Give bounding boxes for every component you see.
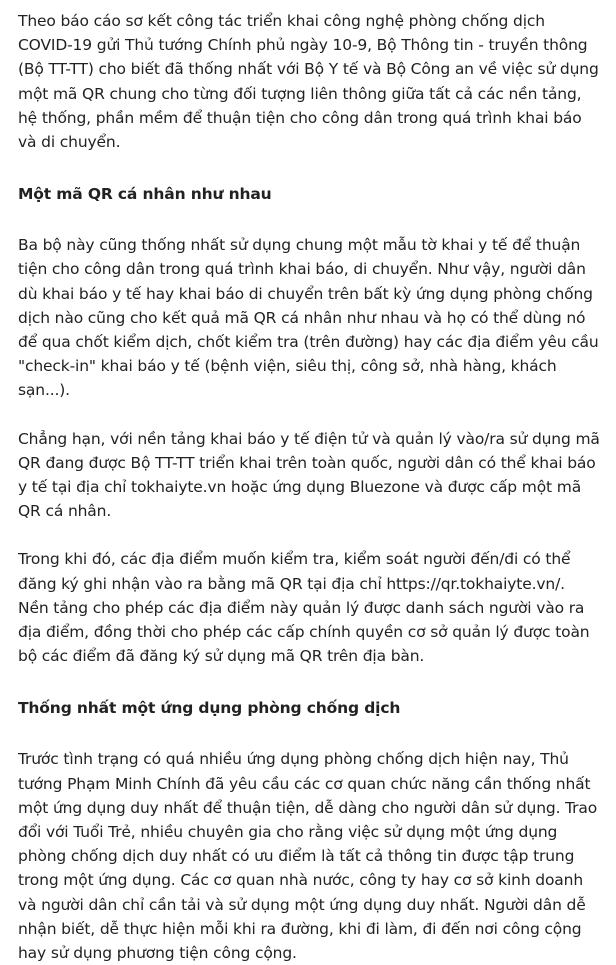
section-heading: Một mã QR cá nhân như nhau — [18, 185, 272, 204]
article-paragraph: Trong khi đó, các địa điểm muốn kiểm tra, kiểm soát người đến/đi có thể đăng ký ghi nhận vào ra bằng mã QR tại địa chỉ https://qr.tokhaiyte.vn/. Nền tảng cho phép các địa điểm này quản lý được danh sách người vào ra địa điểm, đồng thời cho phép các cấp chính quyền cơ sở quản lý được toàn bộ các điểm đã đăng ký sử dụng mã QR trên địa bàn. — [18, 550, 590, 666]
article-paragraph: Theo báo cáo sơ kết công tác triển khai công nghệ phòng chống dịch COVID-19 gửi Thủ tướng Chính phủ ngày 10-9, Bộ Thông tin - truyền thông (Bộ TT-TT) cho biết đã thống nhất với Bộ Y tế và Bộ Công an về việc sử dụng một mã QR chung cho từng đối tượng liên thông giữa tất cả các nền tảng, hệ thống, phần mềm để thuận tiện cho công dân trong quá trình khai báo và di chuyển. — [18, 12, 599, 152]
article-paragraph: Ba bộ này cũng thống nhất sử dụng chung một mẫu tờ khai y tế để thuận tiện cho công dân trong quá trình khai báo, di chuyển. Như vậy, người dân dù khai báo y tế hay khai báo di chuyển trên bất kỳ ứng dụng phòng chống dịch nào cũng cho kết quả mã QR cá nhân như nhau và họ có thể dùng nó để qua chốt kiểm dịch, chốt kiểm tra (trên đường) hay các địa điểm yêu cầu "check-in" khai báo y tế (bệnh viện, siêu thị, công sở, nhà hàng, khách sạn...). — [18, 236, 599, 400]
article-paragraph: Trước tình trạng có quá nhiều ứng dụng phòng chống dịch hiện nay, Thủ tướng Phạm Minh Chính đã yêu cầu các cơ quan chức năng cần thống nhất một ứng dụng duy nhất để thuận tiện, dễ dàng cho người dân sử dụng. Trao đổi với Tuổi Trẻ, nhiều chuyên gia cho rằng việc sử dụng một ứng dụng phòng chống dịch duy nhất có ưu điểm là tất cả thông tin được tập trung trong một ứng dụng. Các cơ quan nhà nước, công ty hay cơ sở kinh doanh và người dân chỉ cần tải và sử dụng một ứng dụng duy nhất. Người dân dễ nhận biết, dễ thực hiện mỗi khi ra đường, khi đi làm, đi đến nơi công cộng hay sử dụng phương tiện công cộng. — [18, 750, 598, 963]
article-paragraph: Chẳng hạn, với nền tảng khai báo y tế điện tử và quản lý vào/ra sử dụng mã QR đang được Bộ TT-TT triển khai trên toàn quốc, người dân có thể khai báo y tế tại địa chỉ tokhaiyte.vn hoặc ứng dụng Bluezone và được cấp một mã QR cá nhân. — [18, 429, 600, 521]
section-heading: Thống nhất một ứng dụng phòng chống dịch — [18, 699, 401, 718]
